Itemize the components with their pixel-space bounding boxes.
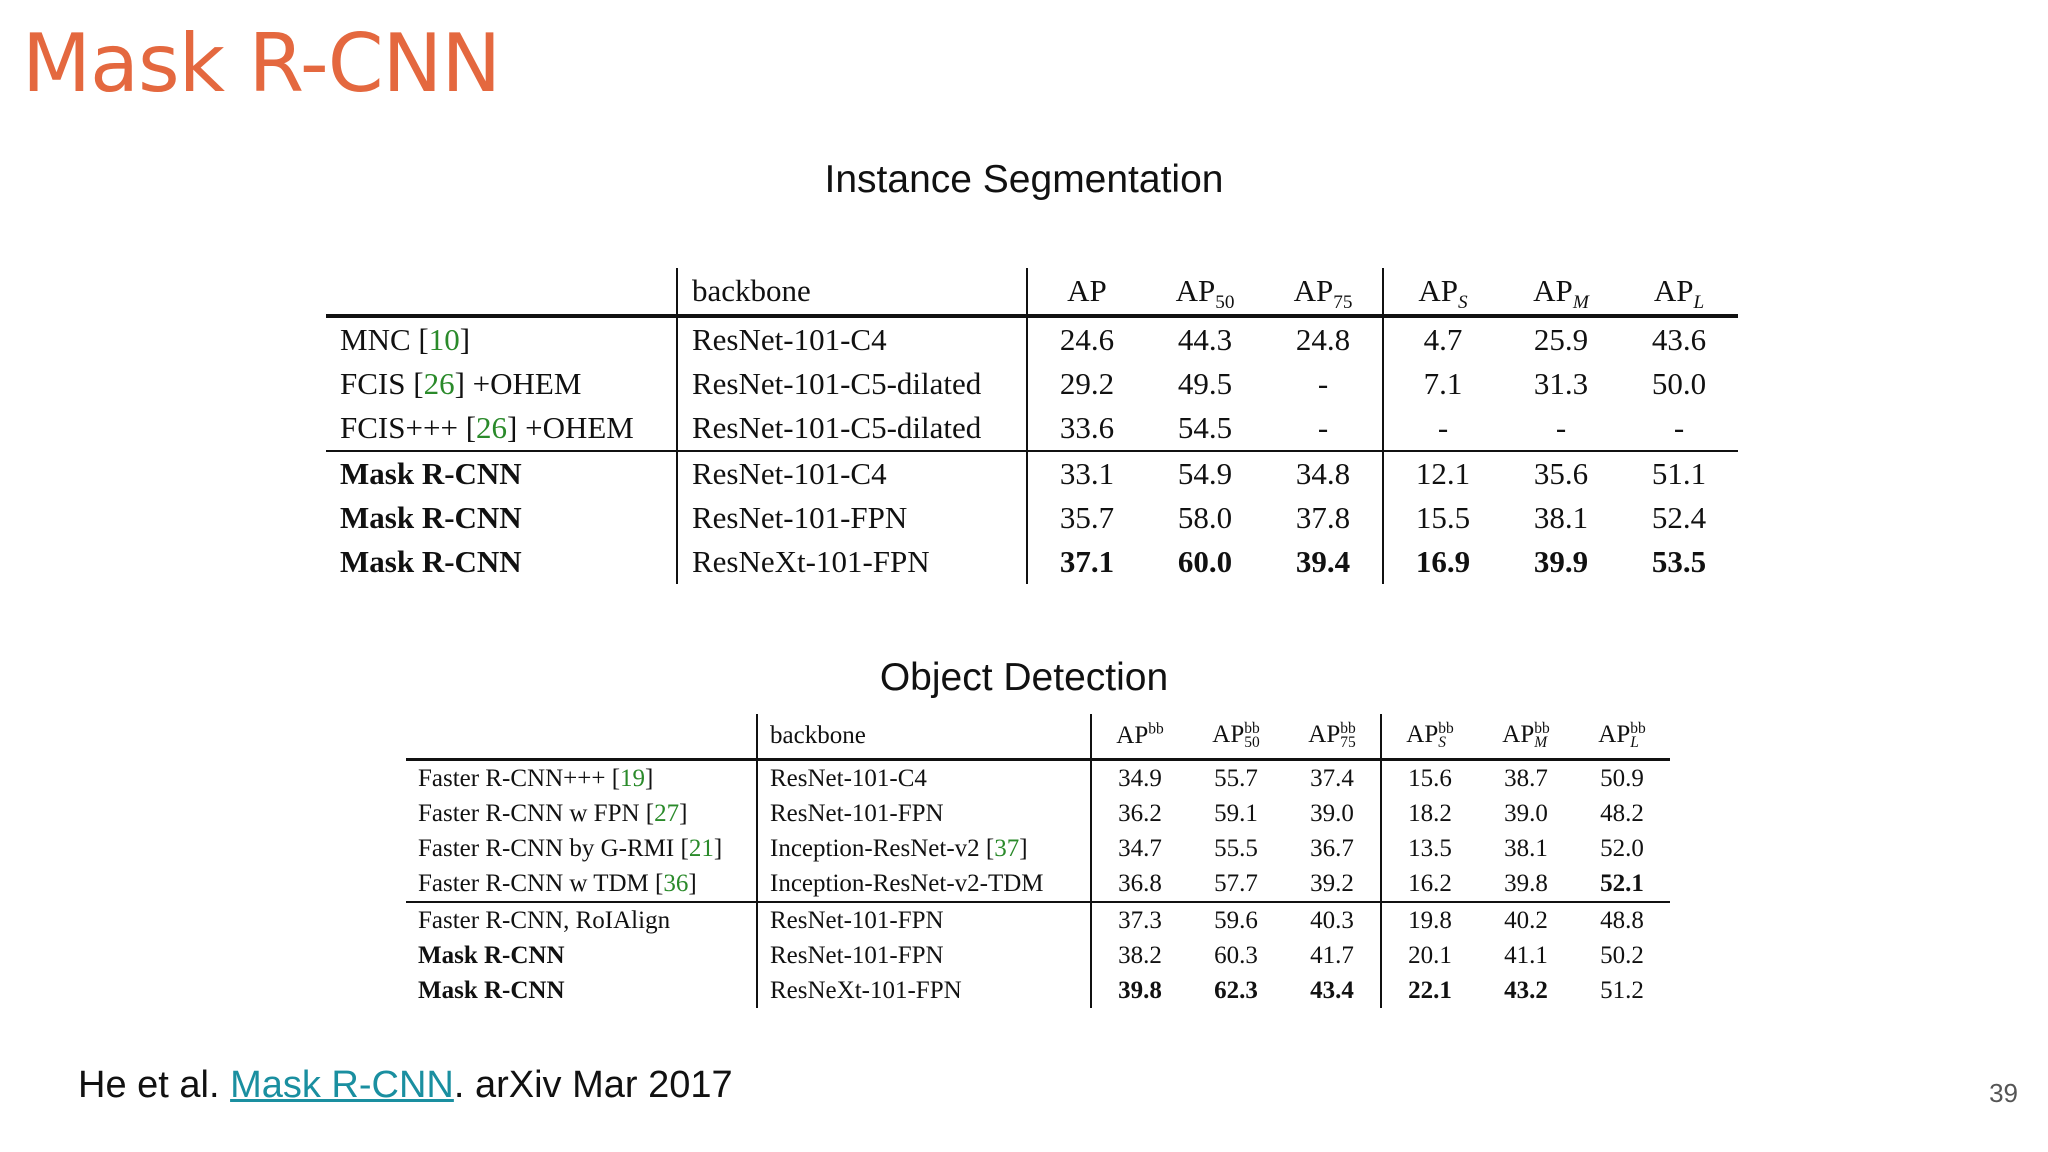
value-cell: 52.0 — [1600, 834, 1644, 862]
value-cell: - — [1264, 362, 1383, 406]
value-cell: 37.8 — [1264, 496, 1383, 540]
backbone-cell: ResNet-101-FPN — [677, 496, 1027, 540]
value-cell: 24.6 — [1059, 322, 1115, 357]
value-cell: 50.2 — [1600, 941, 1644, 969]
method-cell: Faster R-CNN, RoIAlign — [406, 902, 757, 938]
citation-link[interactable]: 10 — [428, 322, 460, 357]
table-row — [406, 902, 1670, 938]
value-cell: 37.3 — [1091, 902, 1188, 938]
value-cell: 44.3 — [1177, 322, 1233, 357]
method-cell: Mask R-CNN — [326, 496, 677, 540]
value-cell: 37.1 — [1059, 544, 1115, 579]
value-cell: 39.0 — [1504, 799, 1548, 827]
table-row — [406, 866, 1670, 902]
citation-footer: He et al. Mask R-CNN. arXiv Mar 2017 — [78, 1064, 733, 1106]
segmentation-table — [326, 268, 1738, 584]
backbone-cell: ResNet-101-C5-dilated — [677, 406, 1027, 451]
header-method — [326, 268, 677, 316]
header-backbone: backbone — [757, 714, 1091, 760]
value-cell: 43.6 — [1651, 322, 1707, 357]
header-backbone: backbone — [677, 268, 1027, 316]
detection-title: Object Detection — [879, 656, 1169, 699]
value-cell: 43.4 — [1284, 973, 1381, 1008]
value-cell: 38.7 — [1504, 764, 1548, 792]
value-cell: - — [1264, 406, 1383, 451]
method-cell: MNC [10] — [326, 316, 677, 362]
backbone-cell: ResNet-101-FPN — [757, 796, 1091, 831]
table-header-row — [406, 714, 1670, 760]
page-number: 39 — [1989, 1078, 2018, 1108]
backbone-cell: ResNet-101-FPN — [757, 938, 1091, 973]
backbone-cell: Inception-ResNet-v2-TDM — [757, 866, 1091, 902]
value-cell: 33.6 — [1059, 410, 1115, 445]
header-ap75: AP bb 75 — [1284, 714, 1381, 760]
value-cell: 57.7 — [1214, 869, 1258, 897]
value-cell: 39.8 — [1504, 869, 1548, 897]
value-cell: 25.9 — [1533, 322, 1589, 357]
table-row — [326, 496, 1738, 540]
value-cell: 39.4 — [1264, 540, 1383, 584]
value-cell: 40.3 — [1284, 902, 1381, 938]
value-cell: 24.8 — [1264, 316, 1383, 362]
citation-link[interactable]: 19 — [620, 764, 646, 792]
citation-link[interactable]: 26 — [423, 366, 455, 401]
method-cell: Mask R-CNN — [326, 451, 677, 496]
backbone-cell: ResNet-101-C4 — [677, 316, 1027, 362]
table-header-row — [326, 268, 1738, 316]
value-cell: 39.9 — [1533, 544, 1589, 579]
value-cell: 34.8 — [1264, 451, 1383, 496]
header-ap50: $AP_{50}$ — [1146, 268, 1264, 316]
value-cell: 38.2 — [1118, 941, 1162, 969]
header-apl: $AP_L$ — [1620, 268, 1738, 316]
value-cell: 52.1 — [1600, 869, 1644, 897]
header-aps: $AP_S$ — [1383, 268, 1502, 316]
header-method — [406, 714, 757, 760]
value-cell: 53.5 — [1651, 544, 1707, 579]
backbone-cell: ResNet-101-C5-dilated — [677, 362, 1027, 406]
value-cell: 16.9 — [1415, 544, 1471, 579]
method-cell: Faster R-CNN w TDM [36] — [406, 866, 757, 902]
value-cell: 19.8 — [1381, 902, 1478, 938]
value-cell: 35.6 — [1502, 451, 1620, 496]
value-cell: 50.9 — [1600, 764, 1644, 792]
citation-link[interactable]: 27 — [654, 799, 680, 827]
value-cell: 58.0 — [1177, 500, 1233, 535]
value-cell: 38.1 — [1504, 834, 1548, 862]
value-cell: 55.5 — [1214, 834, 1258, 862]
value-cell: 51.2 — [1600, 976, 1644, 1004]
table-row — [326, 451, 1738, 496]
value-cell: 7.1 — [1423, 366, 1463, 401]
backbone-cell: ResNet-101-FPN — [757, 902, 1091, 938]
value-cell: 59.1 — [1214, 799, 1258, 827]
paper-link[interactable]: Mask R-CNN — [230, 1064, 454, 1106]
value-cell: - — [1673, 410, 1685, 445]
value-cell: 31.3 — [1533, 366, 1589, 401]
value-cell: 52.4 — [1651, 500, 1707, 535]
value-cell: 62.3 — [1214, 976, 1258, 1004]
table-row — [406, 973, 1670, 1008]
header-ap75: $AP_{75}$ — [1264, 268, 1383, 316]
backbone-cell: ResNeXt-101-FPN — [677, 540, 1027, 584]
table-row — [406, 831, 1670, 866]
value-cell: 36.8 — [1118, 869, 1162, 897]
value-cell: 15.6 — [1408, 764, 1452, 792]
value-cell: 33.1 — [1027, 451, 1146, 496]
citation-link[interactable]: 26 — [476, 410, 508, 445]
header-aps: AP bb S — [1381, 714, 1478, 760]
value-cell: 35.7 — [1059, 500, 1115, 535]
value-cell: 36.7 — [1284, 831, 1381, 866]
header-apl: AP bb L — [1574, 714, 1670, 760]
value-cell: 13.5 — [1408, 834, 1452, 862]
table-row — [406, 796, 1670, 831]
value-cell: 54.9 — [1146, 451, 1264, 496]
value-cell: 39.0 — [1284, 796, 1381, 831]
citation-link[interactable]: 37 — [994, 834, 1020, 862]
method-cell: Faster R-CNN by G-RMI [21] — [406, 831, 757, 866]
header-apm: AP bb M — [1478, 714, 1574, 760]
value-cell: 60.0 — [1177, 544, 1233, 579]
value-cell: 49.5 — [1177, 366, 1233, 401]
value-cell: 54.5 — [1177, 410, 1233, 445]
value-cell: 12.1 — [1383, 451, 1502, 496]
backbone-cell: ResNet-101-C4 — [757, 760, 1091, 797]
table-row — [326, 406, 1738, 451]
value-cell: 41.1 — [1504, 941, 1548, 969]
value-cell: 59.6 — [1188, 902, 1284, 938]
value-cell: 39.2 — [1284, 866, 1381, 902]
segmentation-title: Instance Segmentation — [824, 158, 1224, 201]
value-cell: 60.3 — [1214, 941, 1258, 969]
value-cell: 16.2 — [1408, 869, 1452, 897]
value-cell: 40.2 — [1478, 902, 1574, 938]
citation-link[interactable]: 36 — [663, 869, 689, 897]
method-cell: FCIS+++ [26] +OHEM — [326, 406, 677, 451]
value-cell: 41.7 — [1284, 938, 1381, 973]
backbone-cell: ResNeXt-101-FPN — [757, 973, 1091, 1008]
value-cell: 37.4 — [1284, 760, 1381, 797]
citation-link[interactable]: 21 — [688, 834, 714, 862]
value-cell: 15.5 — [1415, 500, 1471, 535]
value-cell: 51.1 — [1620, 451, 1738, 496]
header-ap: AP — [1027, 268, 1146, 316]
method-cell: Mask R-CNN — [406, 938, 757, 973]
header-apm: $AP_M$ — [1502, 268, 1620, 316]
table-row — [326, 362, 1738, 406]
value-cell: 38.1 — [1533, 500, 1589, 535]
detection-table — [406, 714, 1670, 1008]
value-cell: 34.9 — [1118, 764, 1162, 792]
slide-title: Mask R-CNN — [22, 17, 501, 110]
method-cell: Faster R-CNN w FPN [27] — [406, 796, 757, 831]
value-cell: 48.2 — [1600, 799, 1644, 827]
value-cell: 43.2 — [1504, 976, 1548, 1004]
backbone-cell: ResNet-101-C4 — [677, 451, 1027, 496]
value-cell: 48.8 — [1574, 902, 1670, 938]
value-cell: 4.7 — [1423, 322, 1463, 357]
value-cell: 39.8 — [1118, 976, 1162, 1004]
method-cell: Mask R-CNN — [406, 973, 757, 1008]
method-cell: Faster R-CNN+++ [19] — [406, 760, 757, 797]
value-cell: 50.0 — [1651, 366, 1707, 401]
table-row — [326, 540, 1738, 584]
table-row — [406, 938, 1670, 973]
header-ap: $AP^{bb}$ — [1091, 714, 1188, 760]
value-cell: 55.7 — [1214, 764, 1258, 792]
method-cell: Mask R-CNN — [326, 540, 677, 584]
backbone-cell: Inception-ResNet-v2 [37] — [757, 831, 1091, 866]
value-cell: 18.2 — [1408, 799, 1452, 827]
header-ap50: AP bb 50 — [1188, 714, 1284, 760]
value-cell: - — [1555, 410, 1567, 445]
value-cell: 22.1 — [1408, 976, 1452, 1004]
table-row — [326, 316, 1738, 362]
value-cell: 29.2 — [1059, 366, 1115, 401]
value-cell: 34.7 — [1118, 834, 1162, 862]
value-cell: 36.2 — [1118, 799, 1162, 827]
method-cell: FCIS [26] +OHEM — [326, 362, 677, 406]
value-cell: - — [1437, 410, 1449, 445]
value-cell: 20.1 — [1408, 941, 1452, 969]
table-row — [406, 760, 1670, 797]
